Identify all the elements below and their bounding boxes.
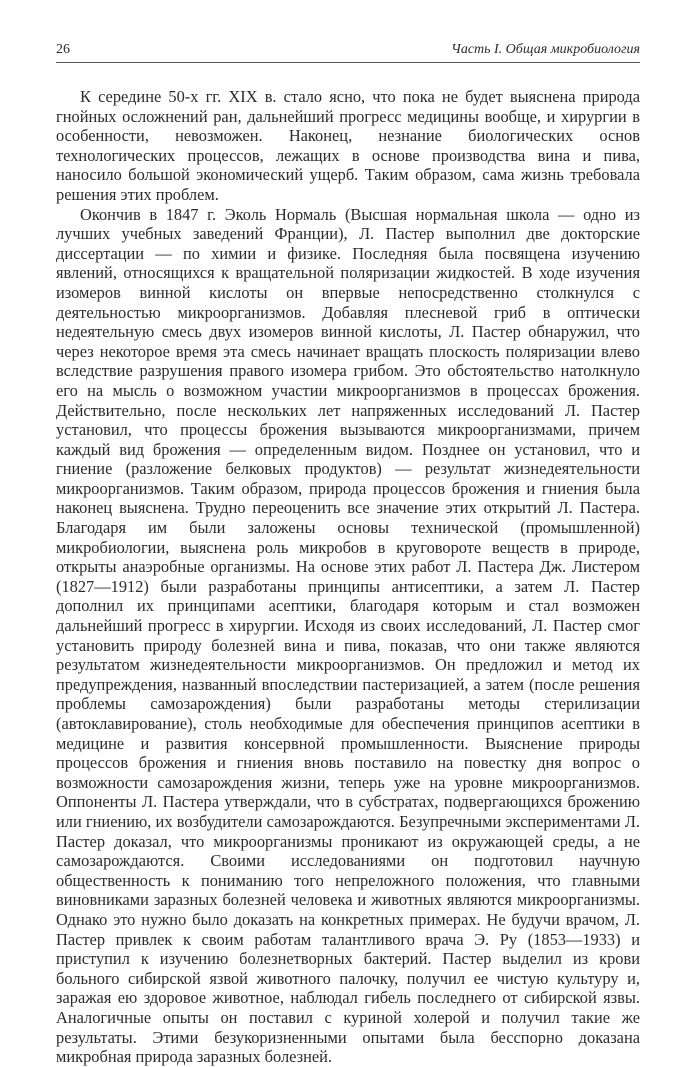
paragraph: К середине 50-х гг. XIX в. стало ясно, что пока не будет выяснена природа гнойных осложнений ран, дальнейший прогресс медицины вообще, и хирургии в особенности, невозможен. Наконец, незнание биологических основ технологических процессов, лежащих в основе производства вина и пива, наносило большой экономический ущерб. Таким образом, сама жизнь требовала решения этих проблем. bbox=[56, 87, 640, 204]
body-text bbox=[56, 87, 640, 1067]
book-page bbox=[56, 40, 640, 1067]
running-title: Часть I. Общая микробиология bbox=[451, 42, 640, 57]
page-header bbox=[56, 40, 640, 63]
page-number: 26 bbox=[56, 42, 70, 57]
paragraph: Окончив в 1847 г. Эколь Нормаль (Высшая нормальная школа — одно из лучших учебных заведений Франции), Л. Пастер выполнил две докторские диссертации — по химии и физике. Последняя была посвящена изучению явлений, относящихся к вращательной поляризации жидкостей. В ходе изучения изомеров винной кислоты он впервые непосредственно столкнулся с деятельностью микроорганизмов. Добавляя плесневой гриб в оптически недеятельную смесь двух изомеров винной кислоты, Л. Пастер обнаружил, что через некоторое время эта смесь начинает вращать плоскость поляризации влево вследствие разрушения правого изомера грибом. Это обстоятельство натолкнуло его на мысль о возможном участии микроорганизмов в процессах брожения. Действительно, после нескольких лет напряженных исследований Л. Пастер установил, что процессы брожения вызываются микроорганизмами, причем каждый вид брожения — определенным видом. Позднее он установил, что и гниение (разложение белковых продуктов) — результат жизнедеятельности микроорганизмов. Таким образом, природа процессов брожения и гниения была наконец выяснена. Трудно переоценить все значение этих открытий Л. Пастера. Благодаря им были заложены основы технической (промышленной) микробиологии, выяснена роль микробов в круговороте веществ в природе, открыты анаэробные организмы. На основе этих работ Л. Пастера Дж. Листером (1827—1912) были разработаны принципы антисептики, а затем Л. Пастер дополнил их принципами асептики, благодаря которым и стал возможен дальнейший прогресс в хирургии. Исходя из своих исследований, Л. Пастер смог установить природу болезней вина и пива, показав, что они также являются результатом жизнедеятельности микроорганизмов. Он предложил и метод их предупреждения, названный впоследствии пастеризацией, а затем (после решения проблемы самозарождения) были разработаны методы стерилизации (автоклавирование), столь необходимые для обеспечения принципов асептики в медицине и развития консервной промышленности. Выяснение природы процессов брожения и гниения вновь поставило на повестку дня вопрос о возможности самозарождения жизни, теперь уже на уровне микроорганизмов. Оппоненты Л. Пастера утверждали, что в субстратах, подвергающихся брожению или гниению, их возбудители самозарождаются. Безупречными экспериментами Л. Пастер доказал, что микроорганизмы проникают из окружающей среды, а не самозарождаются. Своими исследованиями он подготовил научную общественность к пониманию того непреложного положения, что главными виновниками заразных болезней человека и животных являются микроорганизмы. Однако это нужно было доказать на конкретных примерах. Не будучи врачом, Л. Пастер привлек к своим работам талантливого врача Э. Ру (1853—1933) и приступил к изучению болезнетворных бактерий. Пастер выделил из крови больного сибирской язвой животного палочку, получил ее чистую культуру и, заражая ею здоровое животное, наблюдал гибель последнего от сибирской язвы. Аналогичные опыты он поставил с куриной холерой и получил такие же результаты. Этими безукоризненными опытами была бесспорно доказана микробная природа заразных болезней. bbox=[56, 204, 640, 1067]
